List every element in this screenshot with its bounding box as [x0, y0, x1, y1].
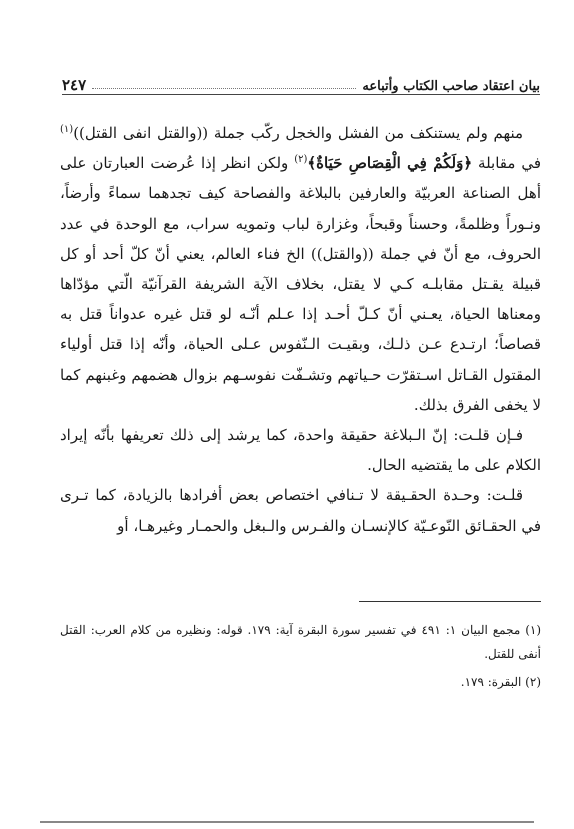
running-header [62, 72, 540, 95]
running-title: بيان اعتقاد صاحب الكتاب وأتباعه [362, 79, 540, 94]
page-bottom-edge [40, 821, 534, 823]
paragraph-1-part-3: ولكن انظر إذا عُرضت العبارتان على أهل الصناعة العربيّة والعارفين بالبلاغة والفصاحة كيف تجدهما سماءً وأرضاً، ونـوراً وظلمةً، وحسناً وقبحاً، وغزارة لباب وتمويه سراب، مع الوحدة في عدد الحروف، مع أنّ في جملة ((والقتل)) الخ فناء العالم، يعني أنّ كلّ أحد أو كل قبيلة يقـتل مقابلـه كـي لا يقتل، بخلاف الآية الشريفة القرآنيّة الّتي مؤدّاها ومعناها الحياة، يعـني أنّ كـلّ أحـد إذا عـلم أنّـه لو قتل غيره عدواناً قتل به قصاصاً؛ ارتـدع عـن ذلـك، وبقيـت الـنّفوس عـلى الحياة، وأنّه إذا قتل أولياء المقتول القـاتل اسـتقرّت حـياتهم وتشـفّت نفوسـهم بزوال هضمهم وغبنهم كما لا يخفى الفرق بذلك. [60, 154, 541, 414]
paragraph-1-part-1: منهم ولم يستنكف من الفشل والخجل ركّب جملة ((والقتل انفى القتل)) [73, 124, 524, 142]
paragraph-1 [60, 118, 541, 420]
header-dot-leader [92, 88, 356, 89]
footnote-ref-2: (٢) [294, 154, 308, 166]
footnote-1: (١) مجمع البيان ١: ٤٩١ في تفسير سورة البقرة آية: ١٧٩. قوله: ونظيره من كلام العرب: القتل أنفى للقتل. [60, 623, 542, 661]
main-text [60, 118, 541, 541]
paragraph-1-part-2: في مقابلة [472, 154, 542, 173]
paragraph-2: فـإن قلـت: إنّ الـبلاغة حقيقة واحدة، كما يرشد إلى ذلك تعريفها بأنّه إيراد الكلام على ما يقتضيه الحال. [60, 426, 541, 475]
quran-verse: ﴿وَلَكُمْ فِي الْقِصَاصِ حَيَاةٌ﴾ [307, 154, 473, 173]
footnote-separator [359, 601, 541, 602]
page-number: ٢٤٧ [62, 76, 87, 94]
paragraph-3: قلـت: وحـدة الحقـيقة لا تـنافي اختصاص بعض أفرادها بالزيادة، كما تـرى في الحقـائق النّوعـيّة كالإنسـان والفـرس والـبغل والحمـار وغيرهـا، أو [60, 486, 541, 535]
footnote-2: (٢) البقرة: ١٧٩. [460, 675, 541, 689]
footnote-ref-1: (١) [60, 124, 74, 135]
footnotes [60, 618, 541, 698]
